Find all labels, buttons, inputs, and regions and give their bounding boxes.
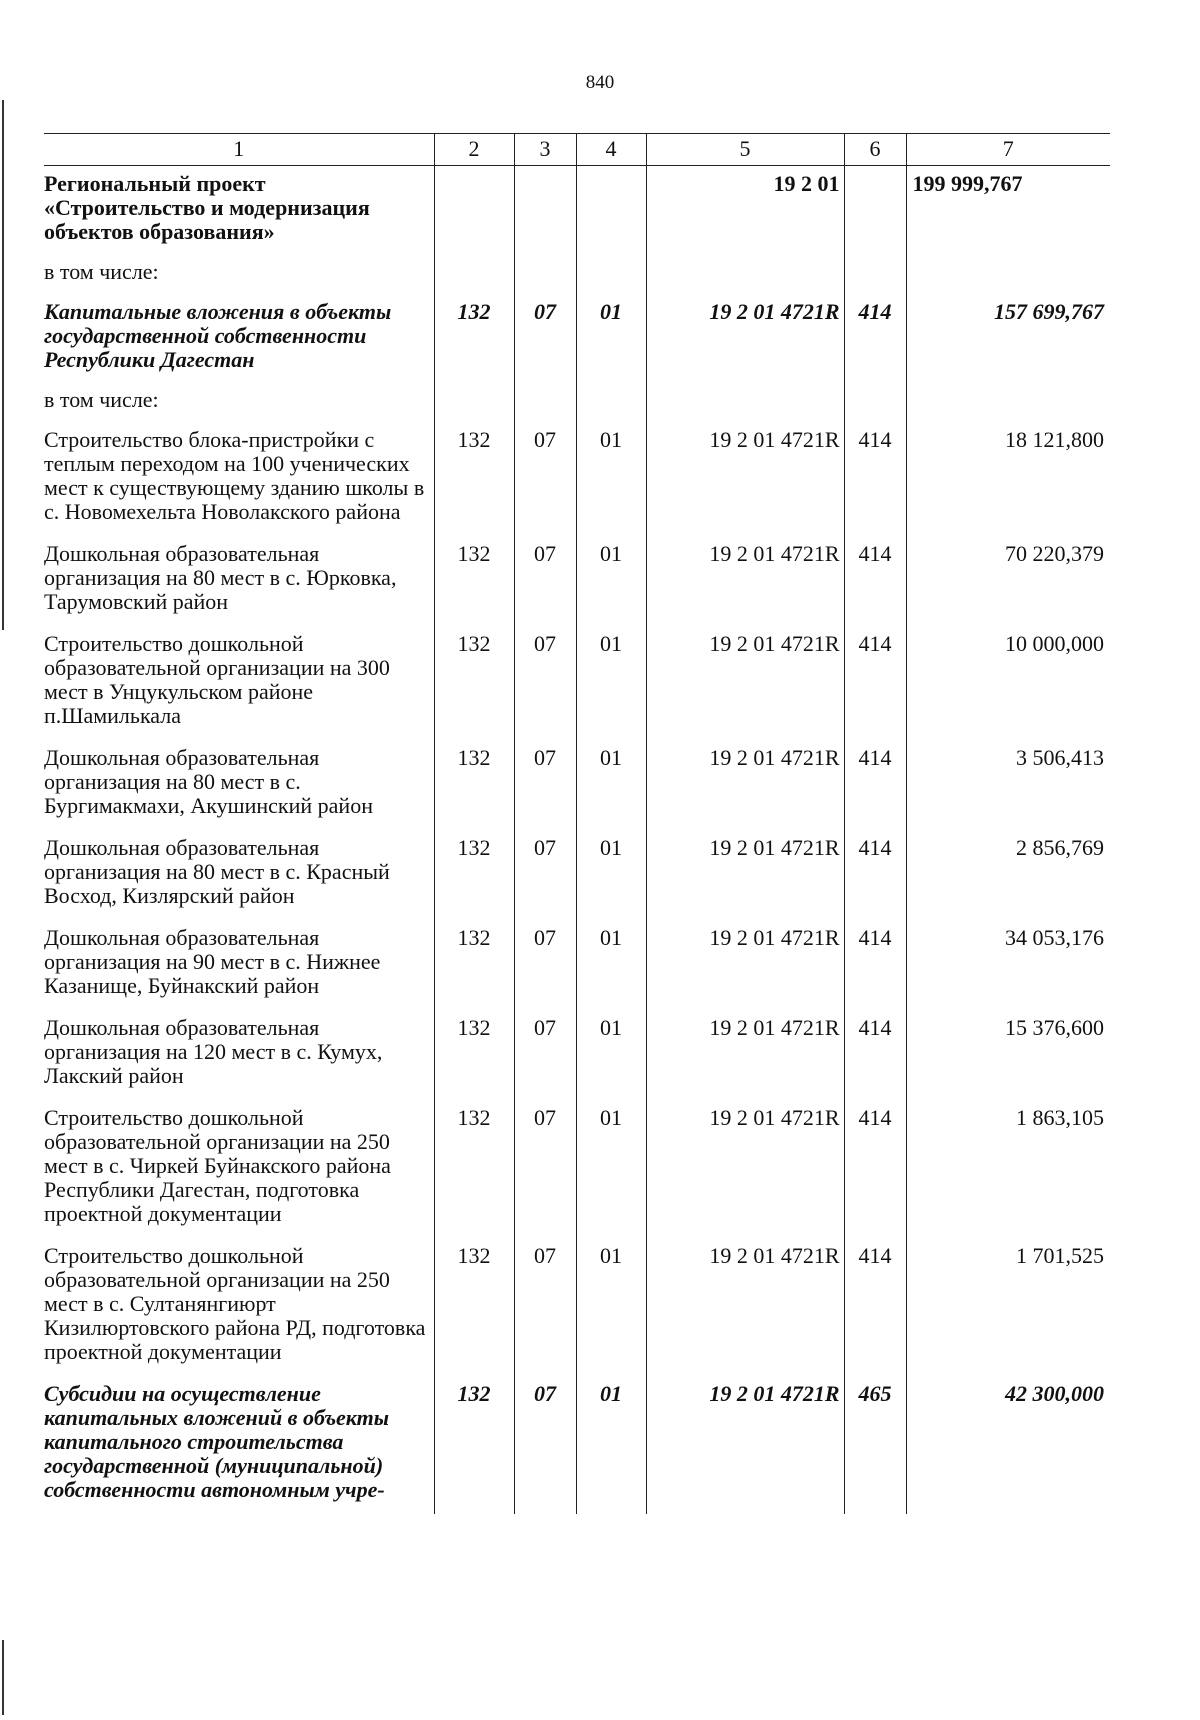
page-number: 840	[585, 72, 615, 93]
header-row	[44, 134, 1110, 166]
row-subsection: 01	[576, 626, 646, 740]
col-header-6: 6	[844, 134, 906, 166]
table-row	[44, 920, 1110, 1010]
row-subsection: 01	[576, 536, 646, 626]
row-amount: 3 506,413	[906, 740, 1110, 830]
row-expense-type: 414	[844, 294, 906, 384]
row-section	[514, 384, 576, 422]
row-name: Строительство дошкольной образовательной организации на 300 мест в Унцукульском районе п.Шамилькала	[44, 631, 390, 728]
row-target-article: 19 2 01 4721R	[646, 1238, 844, 1376]
row-ministry	[434, 384, 514, 422]
row-ministry: 132	[434, 830, 514, 920]
row-ministry: 132	[434, 1100, 514, 1238]
row-expense-type	[844, 256, 906, 294]
row-expense-type: 414	[844, 740, 906, 830]
row-amount: 70 220,379	[906, 536, 1110, 626]
row-name: Дошкольная образовательная организация на 120 мест в с. Кумух, Лакский район	[44, 1015, 383, 1088]
row-section: 07	[514, 1100, 576, 1238]
row-amount: 18 121,800	[906, 422, 1110, 536]
row-amount	[906, 256, 1110, 294]
row-target-article	[646, 384, 844, 422]
table-row	[44, 1238, 1110, 1376]
row-subsection: 01	[576, 1010, 646, 1100]
scan-margin-line	[2, 100, 4, 630]
table-row	[44, 830, 1110, 920]
row-name: Дошкольная образовательная организация на 80 мест в с. Красный Восход, Кизлярский район	[44, 835, 390, 908]
row-name: Строительство блока-пристройки с теплым переходом на 100 ученических мест к существующему зданию школы в с. Новомехельта Новолакского района	[44, 427, 425, 524]
col-header-3: 3	[514, 134, 576, 166]
row-target-article: 19 2 01 4721R	[646, 830, 844, 920]
row-section	[514, 256, 576, 294]
row-section: 07	[514, 536, 576, 626]
row-subsection: 01	[576, 1100, 646, 1238]
row-name: Региональный проект «Строительство и модернизация объектов образования»	[44, 171, 370, 244]
row-name: в том числе:	[44, 387, 159, 412]
row-expense-type: 414	[844, 1010, 906, 1100]
row-amount: 1 701,525	[906, 1238, 1110, 1376]
row-amount: 15 376,600	[906, 1010, 1110, 1100]
row-name: Капитальные вложения в объекты государственной собственности Республики Дагестан	[44, 299, 392, 372]
row-name: Дошкольная образовательная организация на 90 мест в с. Нижнее Казанище, Буйнакский район	[44, 925, 381, 998]
row-amount	[906, 384, 1110, 422]
table-row	[44, 294, 1110, 384]
row-expense-type: 414	[844, 920, 906, 1010]
row-name: в том числе:	[44, 259, 159, 284]
row-name: Субсидии на осуществление капитальных вложений в объекты капитального строительства государственной (муниципальной) собственности автономным учре-	[44, 1381, 390, 1502]
row-expense-type: 465	[844, 1376, 906, 1514]
row-target-article: 19 2 01 4721R	[646, 1100, 844, 1238]
row-subsection: 01	[576, 1238, 646, 1376]
row-amount: 34 053,176	[906, 920, 1110, 1010]
row-amount: 10 000,000	[906, 626, 1110, 740]
row-target-article: 19 2 01 4721R	[646, 536, 844, 626]
table-row	[44, 166, 1110, 257]
table-row	[44, 1010, 1110, 1100]
row-ministry: 132	[434, 1010, 514, 1100]
row-amount: 2 856,769	[906, 830, 1110, 920]
row-section: 07	[514, 1376, 576, 1514]
row-section: 07	[514, 1010, 576, 1100]
col-header-4: 4	[576, 134, 646, 166]
row-target-article: 19 2 01 4721R	[646, 294, 844, 384]
row-expense-type: 414	[844, 422, 906, 536]
row-name: Дошкольная образовательная организация на 80 мест в с. Юрковка, Тарумовский район	[44, 541, 397, 614]
row-ministry: 132	[434, 740, 514, 830]
row-ministry	[434, 256, 514, 294]
row-name: Дошкольная образовательная организация на 80 мест в с. Бургимакмахи, Акушинский район	[44, 745, 373, 818]
row-section: 07	[514, 1238, 576, 1376]
col-header-5: 5	[646, 134, 844, 166]
scan-margin-line-lower	[2, 1640, 4, 1715]
row-subsection: 01	[576, 294, 646, 384]
row-subsection: 01	[576, 920, 646, 1010]
row-section: 07	[514, 294, 576, 384]
row-target-article: 19 2 01 4721R	[646, 1010, 844, 1100]
col-header-2: 2	[434, 134, 514, 166]
row-subsection	[576, 256, 646, 294]
row-expense-type	[844, 384, 906, 422]
row-ministry: 132	[434, 536, 514, 626]
row-name: Строительство дошкольной образовательной организации на 250 мест в с. Султанянгиюрт Кизилюртовского района РД, подготовка проектной документации	[44, 1243, 426, 1364]
row-expense-type	[844, 166, 906, 257]
row-section: 07	[514, 740, 576, 830]
row-target-article	[646, 256, 844, 294]
table-row	[44, 740, 1110, 830]
row-subsection: 01	[576, 422, 646, 536]
row-amount: 42 300,000	[906, 1376, 1110, 1514]
row-ministry: 132	[434, 294, 514, 384]
row-ministry: 132	[434, 1376, 514, 1514]
table-row	[44, 384, 1110, 422]
row-target-article: 19 2 01 4721R	[646, 920, 844, 1010]
row-section: 07	[514, 830, 576, 920]
row-expense-type: 414	[844, 830, 906, 920]
row-expense-type: 414	[844, 1238, 906, 1376]
col-header-1: 1	[44, 134, 434, 166]
row-section: 07	[514, 626, 576, 740]
row-section: 07	[514, 920, 576, 1010]
row-target-article: 19 2 01 4721R	[646, 1376, 844, 1514]
row-amount: 199 999,767	[906, 166, 1110, 257]
row-ministry: 132	[434, 920, 514, 1010]
row-target-article: 19 2 01	[646, 166, 844, 257]
row-name: Строительство дошкольной образовательной организации на 250 мест в с. Чиркей Буйнакского района Республики Дагестан, подготовка проектной документации	[44, 1105, 391, 1226]
table-row	[44, 1376, 1110, 1514]
row-section: 07	[514, 422, 576, 536]
row-target-article: 19 2 01 4721R	[646, 422, 844, 536]
row-target-article: 19 2 01 4721R	[646, 740, 844, 830]
table-row	[44, 536, 1110, 626]
row-amount: 157 699,767	[906, 294, 1110, 384]
row-subsection	[576, 384, 646, 422]
row-subsection	[576, 166, 646, 257]
row-ministry	[434, 166, 514, 257]
col-header-7: 7	[906, 134, 1110, 166]
row-subsection: 01	[576, 740, 646, 830]
budget-table	[44, 133, 1110, 1514]
row-target-article: 19 2 01 4721R	[646, 626, 844, 740]
row-subsection: 01	[576, 830, 646, 920]
table-row	[44, 1100, 1110, 1238]
row-subsection: 01	[576, 1376, 646, 1514]
row-expense-type: 414	[844, 536, 906, 626]
table-row	[44, 422, 1110, 536]
row-expense-type: 414	[844, 1100, 906, 1238]
row-ministry: 132	[434, 422, 514, 536]
table-row	[44, 256, 1110, 294]
row-expense-type: 414	[844, 626, 906, 740]
table-row	[44, 626, 1110, 740]
row-section	[514, 166, 576, 257]
row-ministry: 132	[434, 626, 514, 740]
row-ministry: 132	[434, 1238, 514, 1376]
row-amount: 1 863,105	[906, 1100, 1110, 1238]
